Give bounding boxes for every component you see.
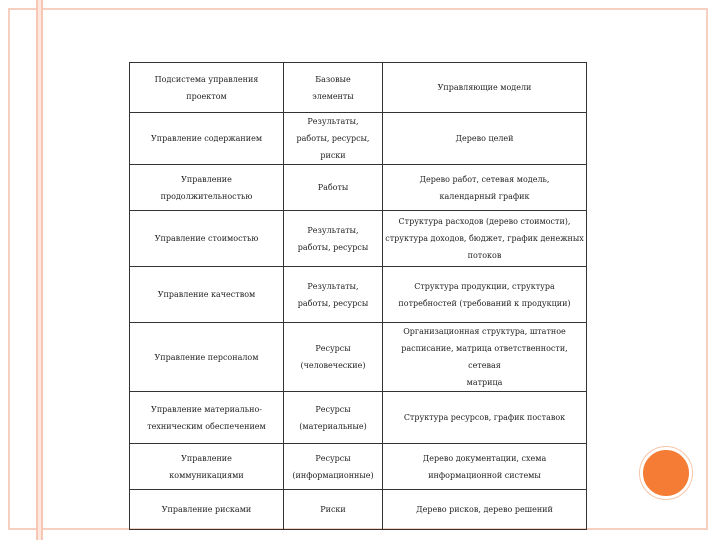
- table-row: [130, 113, 587, 165]
- header-elements: Базовые элементы: [284, 63, 383, 113]
- table-row: [130, 211, 587, 267]
- cell-elements: Результаты, работы, ресурсы: [284, 211, 383, 267]
- cell-elements: Работы: [284, 165, 383, 211]
- cell-elements: Результаты, работы, ресурсы: [284, 267, 383, 323]
- cell-models: Дерево документации, схема информационной системы: [383, 444, 587, 490]
- cell-models: Дерево рисков, дерево решений: [383, 490, 587, 530]
- cell-elements: Ресурсы (информационные): [284, 444, 383, 490]
- cell-models: Структура ресурсов, график поставок: [383, 392, 587, 444]
- cell-elements: Риски: [284, 490, 383, 530]
- table-row: [130, 444, 587, 490]
- cell-subsystem: Управление коммуникациями: [130, 444, 284, 490]
- table-header-row: [130, 63, 587, 113]
- cell-models: Структура расходов (дерево стоимости), структура доходов, бюджет, график денежных потоков: [383, 211, 587, 267]
- table-row: [130, 267, 587, 323]
- header-models: Управляющие модели: [383, 63, 587, 113]
- table-row: [130, 392, 587, 444]
- project-management-table: [129, 62, 587, 530]
- cell-elements: Результаты, работы, ресурсы, риски: [284, 113, 383, 165]
- cell-subsystem: Управление персоналом: [130, 323, 284, 392]
- table-row: [130, 323, 587, 392]
- decorative-orange-circle: [640, 447, 692, 499]
- decorative-left-bar: [36, 0, 43, 540]
- cell-models: Структура продукции, структура потребностей (требований к продукции): [383, 267, 587, 323]
- cell-models: Дерево целей: [383, 113, 587, 165]
- cell-elements: Ресурсы (человеческие): [284, 323, 383, 392]
- cell-subsystem: Управление стоимостью: [130, 211, 284, 267]
- header-subsystem: Подсистема управления проектом: [130, 63, 284, 113]
- cell-subsystem: Управление продолжительностью: [130, 165, 284, 211]
- cell-elements: Ресурсы (материальные): [284, 392, 383, 444]
- table-row: [130, 490, 587, 530]
- cell-subsystem: Управление качеством: [130, 267, 284, 323]
- cell-models: Организационная структура, штатное расписание, матрица ответственности, сетевая матрица: [383, 323, 587, 392]
- table-row: [130, 165, 587, 211]
- cell-subsystem: Управление рисками: [130, 490, 284, 530]
- cell-models: Дерево работ, сетевая модель, календарный график: [383, 165, 587, 211]
- cell-subsystem: Управление материально- техническим обеспечением: [130, 392, 284, 444]
- cell-subsystem: Управление содержанием: [130, 113, 284, 165]
